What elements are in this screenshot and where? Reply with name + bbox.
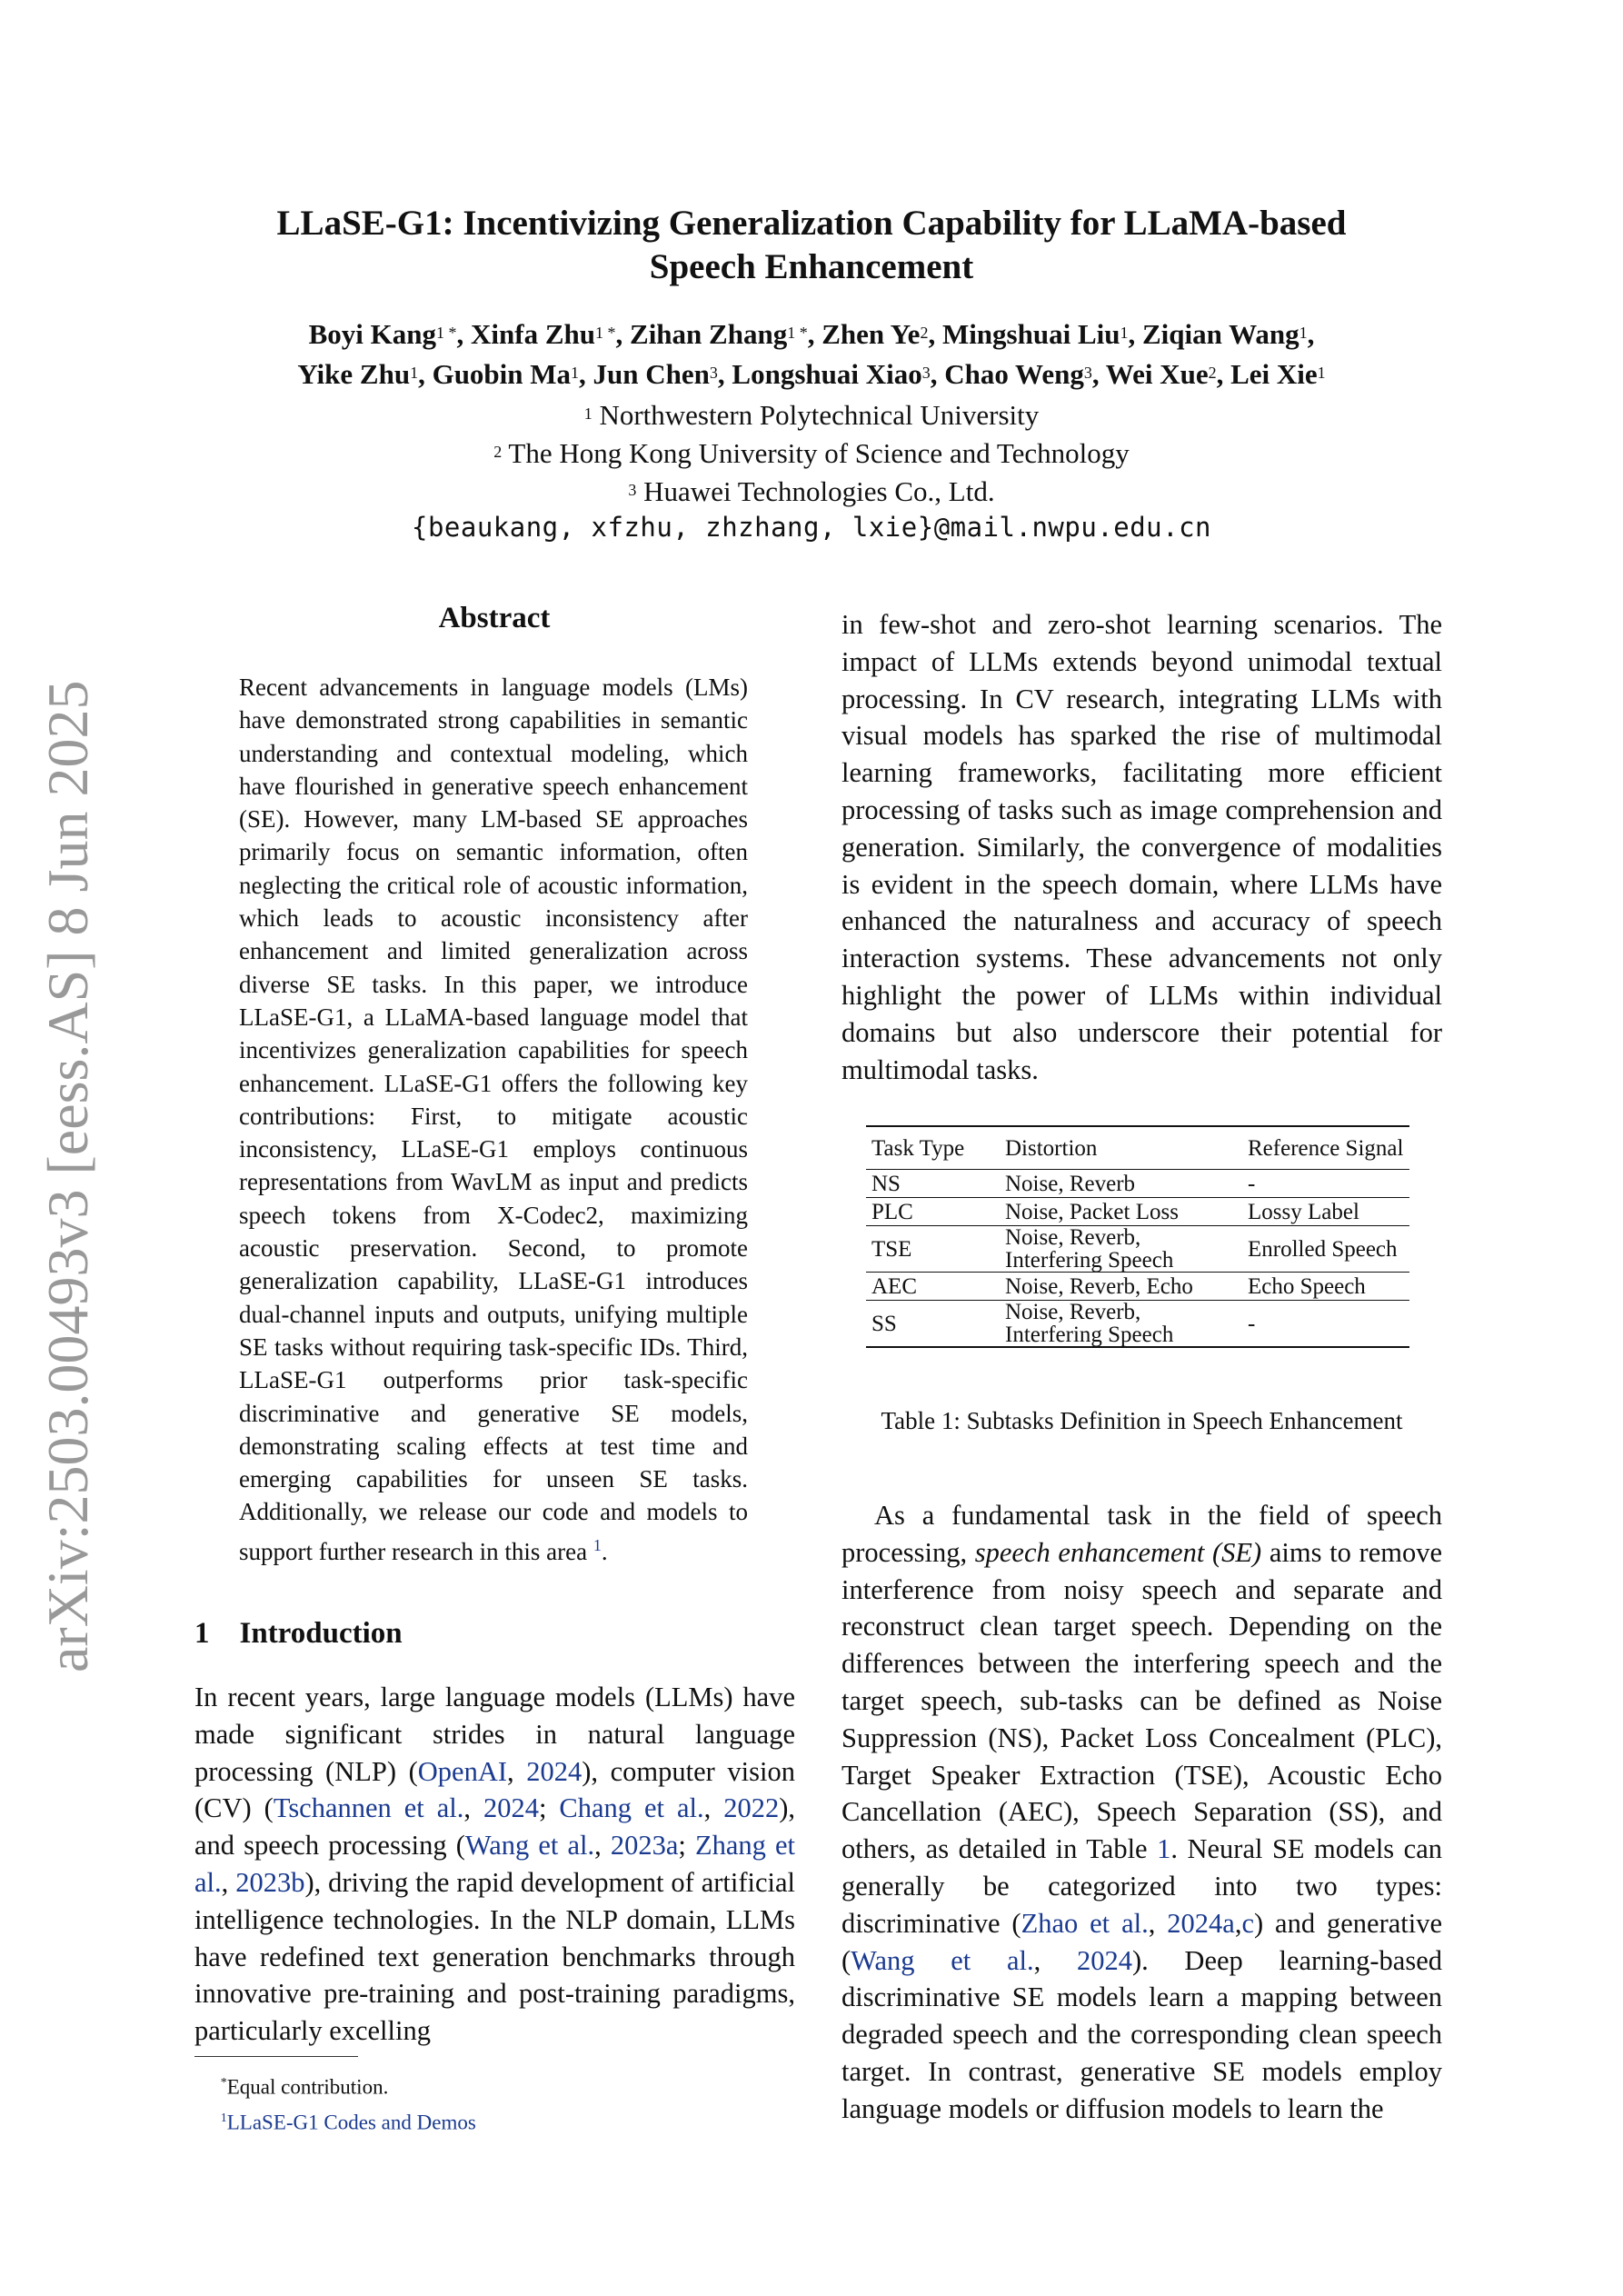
citation-openai[interactable]: OpenAI (417, 1755, 508, 1787)
subtasks-table (866, 1125, 1409, 1348)
author-affiliation-mark: 1 * (787, 324, 808, 342)
author-name: Zhen Ye (821, 318, 921, 350)
arxiv-stamp (27, 680, 109, 1672)
author-name: Mingshuai Liu (941, 318, 1120, 350)
intro-paragraph-left: In recent years, large language models (LLMs) have made significant strides in natural language processing (NLP) (OpenAI, 2024), computer vision (CV) (Tschannen et al., 2024; Chang et al., 2022), and speech processing (Wang et al., 2023a; Zhang et al., 2023b), driving the rapid development of artificial intelligence technologies. In the NLP domain, LLMs have redefined text generation benchmarks through innovative pre-training and post-training paradigms, particularly excelling (194, 1682, 796, 2047)
title-line-1: LLaSE-G1: Incentivizing Generalization Capability for LLaMA-based (276, 204, 1347, 243)
author-affiliation-mark: 2 (920, 324, 929, 342)
code-demo-link[interactable]: LLaSE-G1 Codes and Demos (226, 2111, 476, 2134)
author-affiliation-mark: 3 (709, 364, 718, 382)
author-name: Xinfa Zhu (471, 318, 596, 350)
citation-zhao-year-c[interactable]: c (1241, 1907, 1254, 1939)
citation-wang-2024[interactable]: Wang et al. (851, 1944, 1034, 1976)
table-header: Distortion (1005, 1135, 1098, 1161)
table-cell: - (1248, 1171, 1256, 1196)
table-cell: TSE (871, 1236, 912, 1262)
table-cell: Noise, Reverb, Interfering Speech (1005, 1225, 1174, 1273)
citation-zhao[interactable]: Zhao et al. (1021, 1907, 1149, 1939)
table-cell: Lossy Label (1248, 1199, 1359, 1224)
table-header-row (866, 1126, 1409, 1170)
title-line-2: Speech Enhancement (649, 247, 974, 286)
intro-paragraph-right-top: in few-shot and zero-shot learning scenarios. The impact of LLMs extends beyond unimodal textual processing. In CV research, integrating LLMs with visual models has sparked the rise of multimodal learning frameworks, facilitating more efficient processing of tasks such as image comprehension and generation. Similarly, the convergence of modalities is evident in the speech domain, where LLMs have enhanced the naturalness and accuracy of speech interaction systems. These advancements not only highlight the power of LLMs within individual domains but also underscore their potential for multimodal tasks. (841, 609, 1442, 1085)
citation-zhang[interactable]: Zhang et al. (194, 1830, 795, 1898)
author-affiliation-mark: 1 * (436, 324, 457, 342)
author-affiliation-mark: 2 (1208, 364, 1217, 382)
citation-tschannen[interactable]: Tschannen et al. (273, 1792, 464, 1824)
citation-wang-year[interactable]: 2023a (610, 1830, 679, 1862)
author-list (0, 314, 1623, 394)
affiliation-3: $^3$ Huawei Technologies Co., Ltd. (628, 475, 995, 507)
author-name: Boyi Kang (308, 318, 437, 350)
citation-wang-2024-year[interactable]: 2024 (1076, 1944, 1132, 1976)
footnote-rule (194, 2056, 358, 2057)
section-heading: 1 Introduction (194, 1617, 403, 1650)
citation-wang[interactable]: Wang et al. (464, 1830, 595, 1862)
citation-zhao-year[interactable]: 2024a (1167, 1907, 1235, 1939)
author-line-2: Yike Zhu$^1$, Guobin Ma$^1$, Jun Chen$^3$, Longshuai Xiao$^3$, Chao Weng$^3$, Wei Xue$^2$, Lei Xie$^1$ (297, 358, 1326, 390)
author-affiliation-mark: 1 (1299, 324, 1308, 342)
author-name: Yike Zhu (297, 358, 411, 390)
citation-tschannen-year[interactable]: 2024 (483, 1792, 539, 1824)
table-cell: - (1248, 1311, 1256, 1336)
author-affiliation-mark: 3 (1083, 364, 1092, 382)
table-cell: PLC (871, 1199, 913, 1224)
table-row (866, 1226, 1409, 1273)
footnote-ref-link[interactable]: 1 (592, 1535, 602, 1554)
author-affiliation-mark: 1 * (595, 324, 616, 342)
table-cell: Enrolled Speech (1248, 1236, 1398, 1262)
paper-title (0, 202, 1623, 289)
author-affiliation-mark: 1 (1120, 324, 1129, 342)
table-ref-link[interactable]: 1 (1157, 1833, 1171, 1865)
table-header: Reference Signal (1248, 1135, 1404, 1161)
author-name: Guobin Ma (432, 358, 572, 390)
citation-zhang-year[interactable]: 2023b (235, 1866, 305, 1898)
footnote-code: $^1$LLaSE-G1 Codes and Demos (220, 2111, 476, 2134)
table-cell: Noise, Packet Loss (1005, 1199, 1179, 1224)
table-cell: Noise, Reverb, Echo (1005, 1273, 1193, 1299)
affiliations (0, 396, 1623, 511)
author-name: Longshuai Xiao (732, 358, 922, 390)
table-header: Task Type (871, 1135, 965, 1161)
citation-chang-year[interactable]: 2022 (723, 1792, 780, 1824)
author-affiliation-mark: 1 (1317, 364, 1326, 382)
citation-openai-year[interactable]: 2024 (526, 1755, 582, 1787)
arxiv-id: arXiv:2503.00493v3 [eess.AS] 8 Jun 2025 (35, 680, 100, 1672)
author-name: Jun Chen (592, 358, 710, 390)
author-name: Wei Xue (1105, 358, 1209, 390)
author-name: Lei Xie (1230, 358, 1318, 390)
table-row (866, 1273, 1409, 1301)
table-row (866, 1198, 1409, 1226)
table-cell: Echo Speech (1248, 1273, 1366, 1299)
affiliation-1: $^1$ Northwestern Polytechnical University (583, 399, 1040, 431)
author-email: {beaukang, xfzhu, zhzhang, lxie}@mail.nwpu.edu.cn (411, 512, 1211, 543)
abstract-body: Recent advancements in language models (LMs) have demonstrated strong capabilities in semantic understanding and contextual modeling, which have flourished in generative speech enhancement (SE). However, many LM-based SE approaches primarily focus on semantic information, often neglecting the critical role of acoustic information, which leads to acoustic inconsistency after enhancement and limited generalization across diverse SE tasks. In this paper, we introduce LLaSE-G1, a LLaMA-based language model that incentivizes generalization capabilities for speech enhancement. LLaSE-G1 offers the following key contributions: First, to mitigate acoustic inconsistency, LLaSE-G1 employs continuous representations from WavLM as input and predicts speech tokens from X-Codec2, maximizing acoustic preservation. Second, to promote generalization capability, LLaSE-G1 introduces dual-channel inputs and outputs, unifying multiple SE tasks without requiring task-specific IDs. Third, LLaSE-G1 outperforms prior task-specific discriminative and generative SE models, demonstrating scaling effects at test time and emerging capabilities for unseen SE tasks. Additionally, we release our code and models to support further research in this area $^1$. (239, 674, 748, 1565)
table-row (866, 1301, 1409, 1348)
table-cell: Noise, Reverb, Interfering Speech (1005, 1300, 1174, 1347)
abstract-heading: Abstract (438, 602, 551, 634)
author-name: Zihan Zhang (630, 318, 788, 350)
author-affiliation-mark: 1 (571, 364, 580, 382)
table-caption: Table 1: Subtasks Definition in Speech Enhancement (881, 1407, 1403, 1434)
table-cell: SS (871, 1311, 897, 1336)
table-row (866, 1170, 1409, 1198)
citation-chang[interactable]: Chang et al. (559, 1792, 704, 1824)
author-affiliation-mark: 1 (410, 364, 419, 382)
author-affiliation-mark: 3 (921, 364, 931, 382)
intro-paragraph-right-bottom: As a fundamental task in the field of speech processing, speech enhancement (SE) aims to remove interference from noisy speech and separate and reconstruct clean target speech. Depending on the differences between the interfering speech and the target speech, sub-tasks can be defined as Noise Suppression (NS), Packet Loss Concealment (PLC), Target Speaker Extraction (TSE), Acoustic Echo Cancellation (AEC), Speech Separation (SS), and others, as detailed in Table 1. Neural SE models can generally be categorized into two types: discriminative (Zhao et al., 2024a,c) and generative (Wang et al., 2024). Deep learning-based discriminative SE models learn a mapping between degraded speech and the corresponding clean speech target. In contrast, generative SE models employ language models or diffusion models to learn the (841, 1500, 1443, 2124)
author-line-1: Boyi Kang$^{1 *}$, Xinfa Zhu$^{1 *}$, Zihan Zhang$^{1 *}$, Zhen Ye$^2$, Mingshuai Liu$^1$, Ziqian Wang$^1$, (308, 318, 1315, 350)
author-name: Ziqian Wang (1142, 318, 1299, 350)
table-cell: NS (871, 1171, 901, 1196)
footnotes (194, 2068, 476, 2138)
author-name: Chao Weng (944, 358, 1084, 390)
footnote-equal: *Equal contribution. (220, 2075, 389, 2099)
table-cell: Noise, Reverb (1005, 1171, 1136, 1196)
affiliation-2: $^2$ The Hong Kong University of Science and Technology (493, 437, 1130, 469)
table-cell: AEC (871, 1273, 917, 1299)
